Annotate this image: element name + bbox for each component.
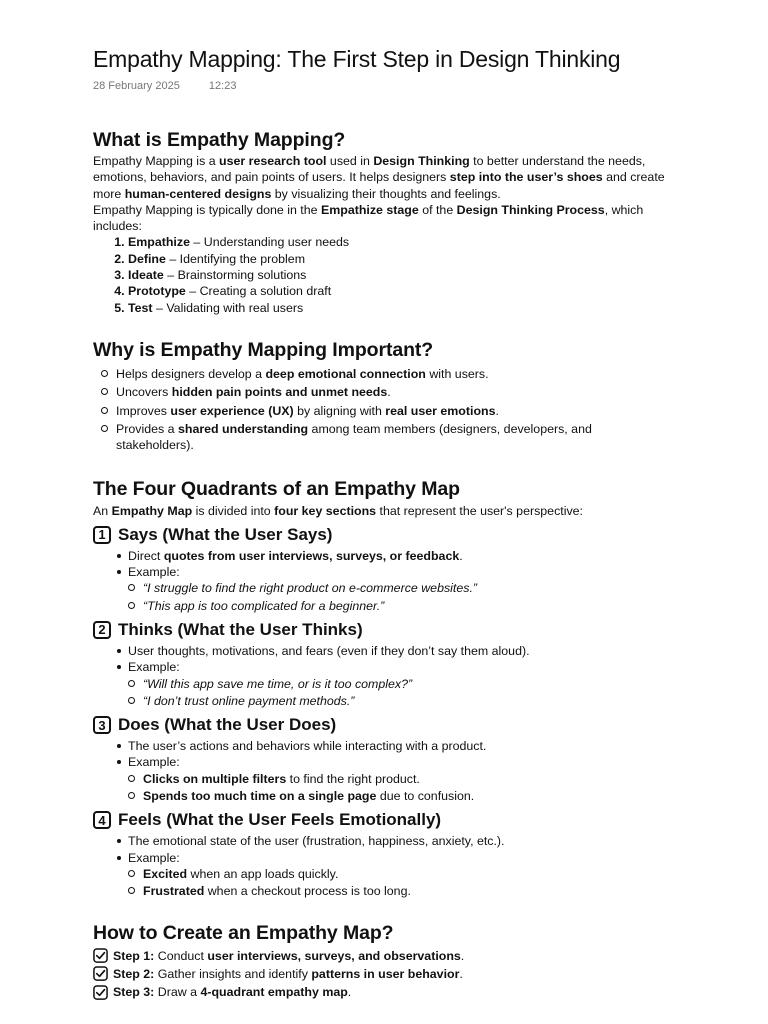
bullet-dot-icon bbox=[117, 760, 121, 764]
list-item bbox=[128, 283, 673, 299]
circle-bullet-icon bbox=[101, 388, 108, 395]
text-run: Empathy Map bbox=[111, 504, 193, 519]
text-run: . bbox=[495, 403, 499, 418]
text-run: by visualizing their thoughts and feelings. bbox=[271, 186, 501, 201]
circle-bullet-icon bbox=[128, 584, 135, 591]
list-item bbox=[93, 984, 673, 1000]
text-run: Design Thinking Process bbox=[456, 202, 605, 217]
list-item bbox=[128, 234, 673, 250]
text-run: deep emotional connection bbox=[265, 366, 426, 381]
circle-bullet-icon bbox=[101, 370, 108, 377]
text-run: patterns in user behavior bbox=[311, 966, 460, 981]
text-run: The user’s actions and behaviors while interacting with a product. bbox=[128, 739, 487, 754]
text-run: Example: bbox=[128, 660, 180, 675]
text-run: . bbox=[459, 548, 463, 563]
design-thinking-steps bbox=[93, 234, 673, 315]
text-run: Direct bbox=[128, 548, 164, 563]
quadrant-heading bbox=[93, 619, 673, 641]
text-run: Empathy Mapping is a bbox=[93, 154, 220, 168]
text-run: Provides a bbox=[116, 421, 178, 436]
text-run: . bbox=[459, 966, 463, 981]
text-run: used in bbox=[326, 154, 374, 168]
text-run: “I don’t trust online payment methods.” bbox=[143, 693, 355, 708]
text-run: An bbox=[93, 504, 112, 519]
text-run: of the bbox=[418, 202, 457, 217]
text-run: and create more bbox=[93, 170, 665, 201]
page-time: 12:23 bbox=[208, 80, 237, 92]
text-run: to find the right product. bbox=[286, 771, 420, 786]
importance-list bbox=[93, 366, 673, 453]
text-run: “I struggle to find the right product on e-commerce websites.” bbox=[143, 581, 478, 596]
circle-bullet-icon bbox=[128, 775, 135, 782]
quadrant-bullets bbox=[93, 738, 673, 771]
step-name: Test bbox=[128, 300, 153, 315]
circle-bullet-icon bbox=[128, 680, 135, 687]
text-run: user interviews, surveys, and observations bbox=[207, 948, 461, 963]
text-run: hidden pain points and unmet needs bbox=[171, 385, 388, 400]
bullet-dot-icon bbox=[117, 554, 121, 558]
text-run: . bbox=[387, 385, 391, 400]
circle-bullet-icon bbox=[128, 602, 135, 609]
quadrants-container bbox=[93, 524, 673, 900]
section-heading-what-is: What is Empathy Mapping? bbox=[93, 129, 346, 151]
text-run: , which includes: bbox=[93, 202, 644, 234]
list-item bbox=[117, 643, 673, 659]
list-item bbox=[128, 866, 673, 882]
text-run: when a checkout process is too long. bbox=[204, 884, 411, 899]
list-item bbox=[128, 788, 673, 804]
text-run: Example: bbox=[128, 565, 180, 580]
step-description: – Creating a solution draft bbox=[185, 284, 332, 299]
quadrant-title: Thinks (What the User Thinks) bbox=[118, 619, 363, 639]
list-item bbox=[128, 300, 673, 316]
quadrant-title: Says (What the User Says) bbox=[118, 524, 333, 544]
list-item bbox=[128, 580, 673, 596]
list-item bbox=[128, 676, 673, 692]
list-item bbox=[117, 738, 673, 754]
list-item bbox=[99, 421, 673, 454]
quadrant-examples bbox=[93, 866, 673, 900]
list-item bbox=[117, 754, 673, 770]
create-steps-list bbox=[93, 948, 673, 1001]
page-date: 28 February 2025 bbox=[93, 80, 180, 92]
text-run: human-centered designs bbox=[124, 186, 272, 201]
text-run: Excited bbox=[143, 866, 188, 881]
quadrant-bullets bbox=[93, 833, 673, 866]
list-item bbox=[117, 659, 673, 675]
section-heading-how-to-create: How to Create an Empathy Map? bbox=[93, 921, 394, 944]
text-run: to better understand the needs, emotions, behaviors, and pain points of users. It helps designers bbox=[93, 154, 646, 185]
circle-bullet-icon bbox=[128, 887, 135, 894]
keycap-number-2-icon: 2 bbox=[93, 621, 111, 639]
section-heading-four-quadrants: The Four Quadrants of an Empathy Map bbox=[93, 478, 460, 501]
quadrants-intro bbox=[93, 503, 673, 519]
step-name: Empathize bbox=[128, 235, 190, 250]
list-item bbox=[128, 267, 673, 283]
list-item bbox=[93, 948, 673, 964]
bullet-dot-icon bbox=[117, 570, 121, 574]
list-item bbox=[117, 564, 673, 580]
text-run: by aligning with bbox=[293, 403, 386, 418]
text-run: . bbox=[347, 985, 352, 1000]
text-run: is divided into bbox=[192, 504, 275, 519]
circle-bullet-icon bbox=[101, 407, 108, 414]
check-box-icon bbox=[93, 966, 108, 981]
check-box-icon bbox=[93, 948, 108, 963]
quadrant-examples bbox=[93, 580, 673, 614]
bullet-dot-icon bbox=[117, 665, 121, 669]
bullet-dot-icon bbox=[117, 649, 121, 653]
text-run: User thoughts, motivations, and fears (even if they don’t say them aloud). bbox=[128, 643, 530, 658]
quadrant-examples bbox=[93, 676, 673, 710]
bullet-dot-icon bbox=[117, 839, 121, 843]
quadrant-bullets bbox=[93, 548, 673, 581]
text-run: 4-quadrant empathy map bbox=[200, 985, 348, 1000]
text-run: among team members (designers, developers, and stakeholders). bbox=[116, 421, 592, 453]
list-item bbox=[117, 548, 673, 564]
step-text bbox=[113, 984, 351, 1000]
quadrant-heading bbox=[93, 524, 673, 546]
text-run: “Will this app save me time, or is it too complex?” bbox=[143, 676, 413, 691]
step-name: Define bbox=[128, 251, 166, 266]
text-run: Empathy Mapping is typically done in the bbox=[93, 202, 321, 217]
quadrant-heading bbox=[93, 809, 673, 831]
text-run: Example: bbox=[128, 850, 180, 865]
text-run: Example: bbox=[128, 755, 180, 770]
list-item bbox=[128, 883, 673, 899]
list-item bbox=[128, 598, 673, 614]
document-body bbox=[93, 44, 673, 1002]
keycap-number-4-icon: 4 bbox=[93, 811, 111, 829]
list-item bbox=[99, 403, 673, 419]
page-meta bbox=[93, 78, 673, 94]
circle-bullet-icon bbox=[128, 697, 135, 704]
keycap-number-1-icon: 1 bbox=[93, 526, 111, 544]
text-run: user experience (UX) bbox=[170, 403, 294, 418]
text-run: four key sections bbox=[274, 504, 377, 519]
step-description: – Brainstorming solutions bbox=[163, 268, 307, 283]
step-description: – Identifying the problem bbox=[165, 251, 306, 266]
text-run: Design Thinking bbox=[373, 154, 470, 168]
text-run: Improves bbox=[116, 403, 171, 418]
text-run: shared understanding bbox=[177, 421, 309, 436]
text-run: real user emotions bbox=[385, 403, 496, 418]
list-item bbox=[99, 366, 673, 382]
text-run: quotes from user interviews, surveys, or feedback bbox=[163, 548, 460, 563]
text-run: . bbox=[460, 948, 465, 963]
check-box-icon bbox=[93, 985, 108, 1000]
text-run: Step 2: bbox=[113, 966, 155, 981]
text-run: Helps designers develop a bbox=[116, 366, 266, 381]
text-run: Conduct bbox=[154, 948, 208, 963]
list-item bbox=[128, 251, 673, 267]
text-run: The emotional state of the user (frustration, happiness, anxiety, etc.). bbox=[128, 834, 505, 849]
step-description: – Understanding user needs bbox=[189, 235, 350, 250]
step-name: Prototype bbox=[128, 284, 186, 299]
keycap-number-3-icon: 3 bbox=[93, 716, 111, 734]
step-text bbox=[113, 948, 464, 964]
bullet-dot-icon bbox=[117, 856, 121, 860]
text-run: user research tool bbox=[219, 154, 327, 168]
circle-bullet-icon bbox=[101, 425, 108, 432]
list-item bbox=[93, 966, 673, 982]
list-item bbox=[117, 850, 673, 866]
step-name: Ideate bbox=[128, 268, 164, 283]
text-run: due to confusion. bbox=[376, 789, 475, 804]
quadrant-bullets bbox=[93, 643, 673, 676]
text-run: “This app is too complicated for a beginner.” bbox=[143, 598, 385, 613]
quadrant-heading bbox=[93, 714, 673, 736]
text-run: Gather insights and identify bbox=[154, 966, 312, 981]
text-run: Draw a bbox=[154, 985, 201, 1000]
bullet-dot-icon bbox=[117, 744, 121, 748]
text-run: step into the user’s shoes bbox=[449, 170, 603, 185]
text-run: when an app loads quickly. bbox=[187, 866, 339, 881]
text-run: Step 3: bbox=[113, 985, 155, 1000]
text-run: Uncovers bbox=[116, 385, 172, 400]
text-run: that represent the user's perspective: bbox=[376, 504, 583, 519]
text-run: Frustrated bbox=[143, 884, 205, 899]
circle-bullet-icon bbox=[128, 870, 135, 877]
section-heading-why-important: Why is Empathy Mapping Important? bbox=[93, 338, 434, 361]
stage-paragraph bbox=[93, 202, 673, 235]
step-description: – Validating with real users bbox=[152, 300, 304, 315]
quadrant-examples bbox=[93, 771, 673, 805]
list-item bbox=[128, 693, 673, 709]
circle-bullet-icon bbox=[128, 792, 135, 799]
intro-paragraph bbox=[93, 153, 673, 202]
list-item bbox=[128, 771, 673, 787]
list-item bbox=[117, 833, 673, 849]
step-text bbox=[113, 966, 463, 982]
list-item bbox=[99, 384, 673, 400]
quadrant-title: Does (What the User Does) bbox=[118, 715, 337, 735]
quadrant-title: Feels (What the User Feels Emotionally) bbox=[118, 810, 442, 830]
text-run: Step 1: bbox=[113, 948, 155, 963]
text-run: Clicks on multiple filters bbox=[143, 771, 287, 786]
text-run: with users. bbox=[425, 366, 489, 381]
page-title: Empathy Mapping: The First Step in Design Thinking bbox=[93, 46, 621, 72]
text-run: Empathize stage bbox=[320, 202, 419, 217]
text-run: Spends too much time on a single page bbox=[143, 789, 377, 804]
